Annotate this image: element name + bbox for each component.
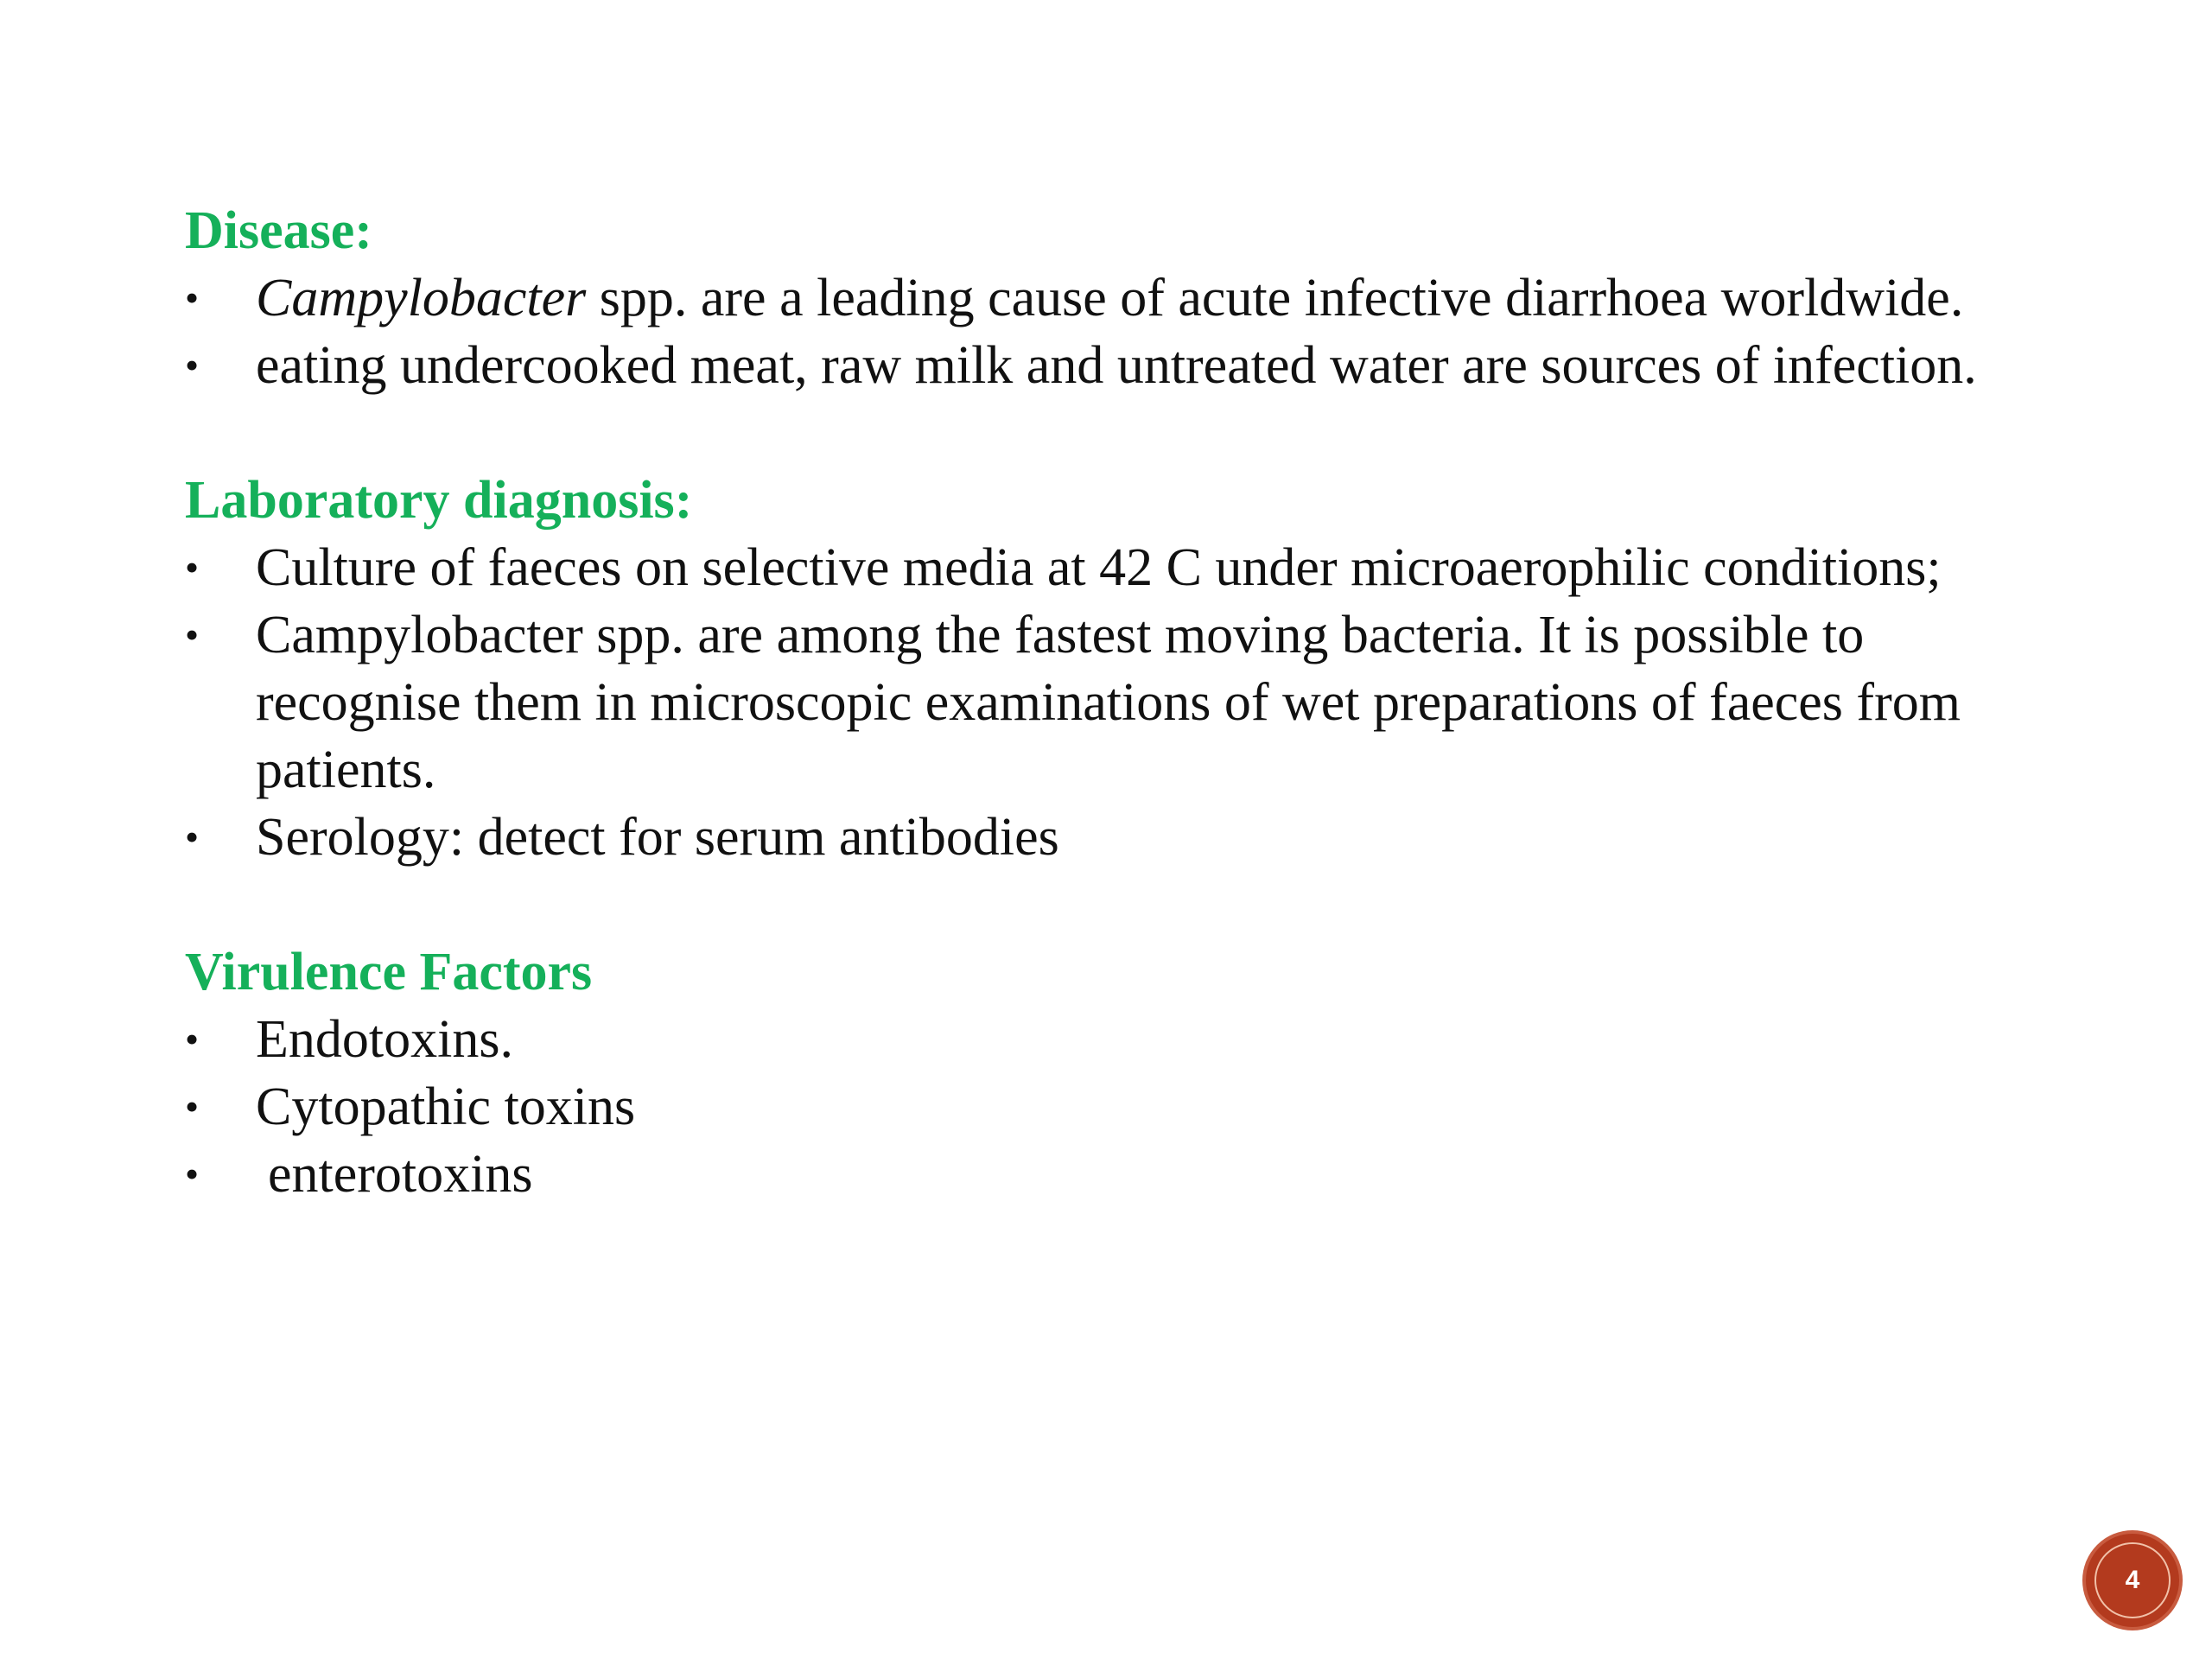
bullet-icon: • xyxy=(185,1017,200,1061)
list-item-text: Culture of faeces on selective media at 42 C under microaerophilic conditions; xyxy=(256,538,1942,597)
genus-name: Campylobacter xyxy=(256,269,587,327)
list-item xyxy=(185,332,1999,399)
section-heading: Disease: xyxy=(185,201,372,260)
bullet-icon: • xyxy=(185,276,200,320)
list-item-text: enterotoxins xyxy=(268,1145,533,1204)
section-heading: Virulence Factors xyxy=(185,943,593,1001)
bullet-icon: • xyxy=(185,1084,200,1128)
page-number: 4 xyxy=(2125,1566,2140,1594)
section-laboratory-diagnosis xyxy=(185,467,1999,871)
list-item xyxy=(185,1006,1999,1073)
list-item xyxy=(185,264,1999,332)
list-item-text: Cytopathic toxins xyxy=(256,1077,636,1136)
slide-content xyxy=(185,197,1999,1275)
list-item xyxy=(185,1073,1999,1141)
section-disease xyxy=(185,197,1999,399)
bullet-list xyxy=(185,264,1999,399)
list-item-text: spp. are a leading cause of acute infective diarrhoea worldwide. xyxy=(586,269,1964,327)
list-item xyxy=(185,1141,1999,1208)
bullet-icon: • xyxy=(185,1152,200,1196)
bullet-icon: • xyxy=(185,815,200,859)
page-number-badge xyxy=(2086,1534,2179,1627)
list-item xyxy=(185,804,1999,871)
list-item-text: Endotoxins. xyxy=(256,1010,513,1069)
bullet-icon: • xyxy=(185,545,200,589)
bullet-list xyxy=(185,534,1999,871)
bullet-icon: • xyxy=(185,613,200,657)
section-heading: Laboratory diagnosis: xyxy=(185,471,693,530)
list-item-text: Campylobacter spp. are among the fastest moving bacteria. It is possible to recognise them in microscopic examinations of wet preparations of faeces from patients. xyxy=(256,606,1961,799)
list-item xyxy=(185,534,1999,601)
bullet-list xyxy=(185,1006,1999,1208)
bullet-icon: • xyxy=(185,343,200,387)
list-item xyxy=(185,601,1999,804)
section-virulence-factors xyxy=(185,938,1999,1208)
list-item-text: Serology: detect for serum antibodies xyxy=(256,808,1059,867)
list-item-text: eating undercooked meat, raw milk and untreated water are sources of infection. xyxy=(256,336,1977,395)
